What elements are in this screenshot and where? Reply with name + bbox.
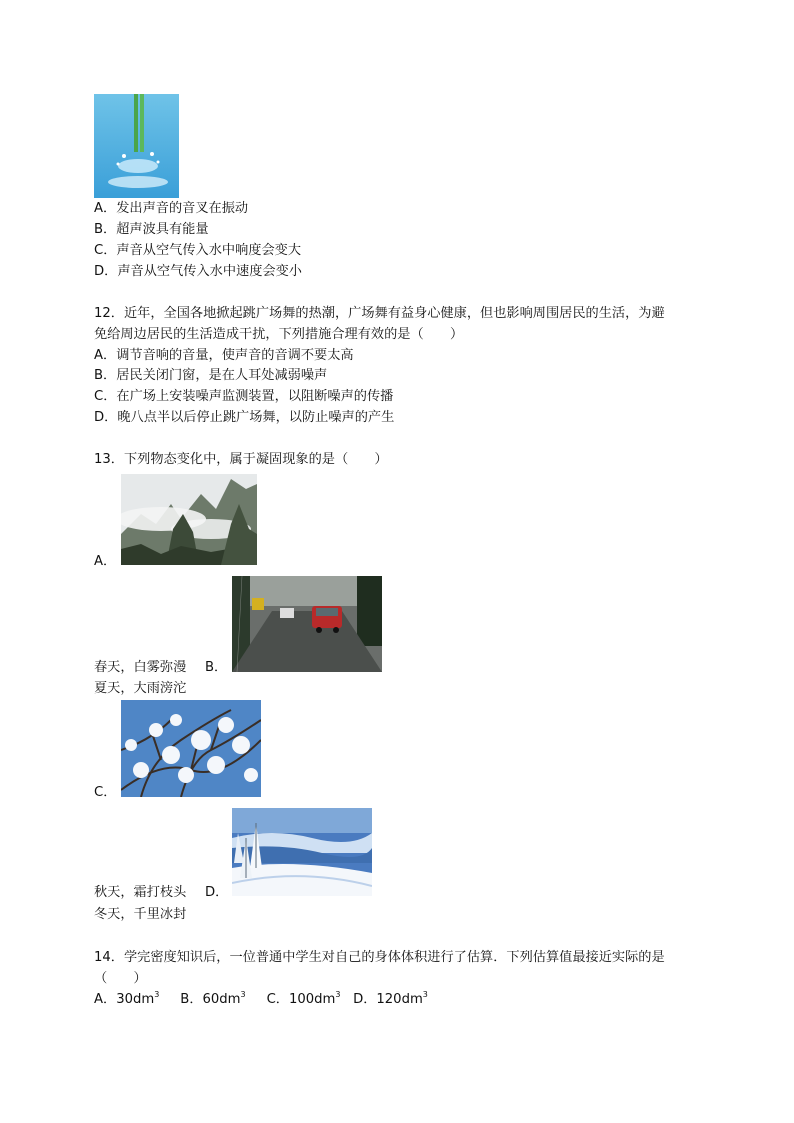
q14-stem-line1: 14．学完密度知识后，一位普通中学生对自己的身体体积进行了估算．下列估算值最接近实际的是 bbox=[94, 950, 665, 965]
q14-option-d: D．$120dm^3$ bbox=[353, 989, 428, 1007]
q14-option-a: A．$30dm^3$ bbox=[94, 989, 160, 1007]
tuning-fork-water-image bbox=[94, 94, 179, 198]
q13-d-caption: 冬天，千里冰封 bbox=[94, 907, 187, 922]
q12-stem-line2: 免给周边居民的生活造成干扰，下列措施合理有效的是（ ） bbox=[94, 327, 464, 342]
q13-d-letter: D． bbox=[205, 885, 229, 900]
q14-options bbox=[94, 990, 428, 1010]
q13-a-letter: A． bbox=[94, 554, 117, 569]
q12-option-a: A．调节音响的音量，使声音的音调不要太高 bbox=[94, 348, 354, 363]
frost-branches-image bbox=[121, 700, 261, 797]
q14-stem-line2: （ ） bbox=[94, 971, 147, 986]
q13-a-caption: 春天，白雾弥漫 bbox=[94, 660, 187, 675]
q14-option-b: B．$60dm^3$ bbox=[180, 989, 246, 1007]
fog-mountain-image bbox=[121, 474, 257, 565]
q11-option-b: B．超声波具有能量 bbox=[94, 222, 209, 237]
q12-option-b: B．居民关闭门窗，是在人耳处减弱噪声 bbox=[94, 368, 328, 383]
q12-option-c: C．在广场上安装噪声监测装置，以阻断噪声的传播 bbox=[94, 389, 394, 404]
q13-c-letter: C． bbox=[94, 785, 117, 800]
q13-b-caption: 夏天，大雨滂沱 bbox=[94, 681, 187, 696]
q11-option-d: D．声音从空气传入水中速度会变小 bbox=[94, 264, 302, 279]
q13-c-caption: 秋天，霜打枝头 bbox=[94, 885, 187, 900]
q12-stem-line1: 12．近年，全国各地掀起跳广场舞的热潮，广场舞有益身心健康，但也影响周围居民的生活，为避 bbox=[94, 306, 665, 321]
q12-option-d: D．晚八点半以后停止跳广场舞，以防止噪声的产生 bbox=[94, 410, 395, 425]
q14-option-c: C．$100dm^3$ bbox=[266, 989, 341, 1007]
q11-option-a: A．发出声音的音叉在振动 bbox=[94, 201, 249, 216]
q13-stem: 13．下列物态变化中，属于凝固现象的是（ ） bbox=[94, 452, 388, 467]
snow-landscape-image bbox=[232, 808, 372, 896]
q13-b-letter: B． bbox=[205, 660, 228, 675]
rainy-road-image bbox=[232, 576, 382, 672]
q11-option-c: C．声音从空气传入水中响度会变大 bbox=[94, 243, 302, 258]
